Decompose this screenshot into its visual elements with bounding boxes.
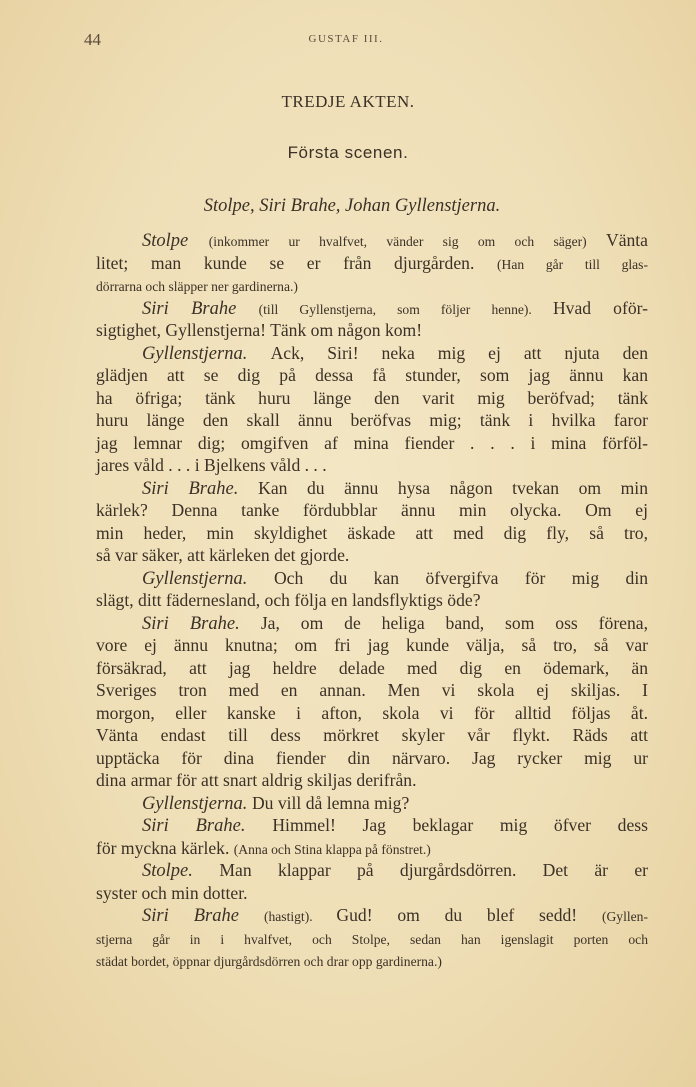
speaker-name: Stolpe [142, 231, 209, 251]
stage-direction: städat bordet, öppnar djurgårdsdörren och drar opp gardinerna.) [96, 954, 442, 969]
dialogue-text: Och du kan öfvergifva för mig din [273, 567, 648, 588]
dialogue-text: Vänta [605, 230, 648, 250]
text-line [96, 454, 648, 477]
speaker-name: Siri Brahe. [142, 816, 273, 836]
dialogue-text: Himmel! Jag beklagar mig öfver dess [272, 815, 648, 835]
speaker-name: Siri Brahe. [142, 613, 261, 634]
text-line [96, 747, 648, 770]
text-line [96, 904, 648, 927]
dialogue-text: sigtighet, Gyllenstjerna! Tänk om någon kom! [96, 320, 423, 340]
speaker-name: Siri Brahe. [142, 478, 259, 499]
dialogue-text: Kan du ännu hysa någon tvekan om min [258, 477, 648, 498]
stage-direction: (Anna och Stina klappa på fönstret.) [233, 841, 431, 857]
text-line [96, 792, 648, 815]
speaker-name: Stolpe. [142, 861, 220, 881]
text-line [96, 882, 648, 905]
text-line [96, 634, 648, 657]
dialogue-text: vore ej ännu knutna; om fri jag kunde välja, så tro, så var [96, 635, 648, 655]
dialogue-text: slägt, ditt fädernesland, och följa en landsflyktigs öde? [96, 590, 481, 610]
dialogue-text: upptäcka för dina fiender din närvaro. Jag rycker mig ur [96, 747, 648, 768]
speaker-name: Gyllenstjerna. [142, 568, 274, 589]
dialogue-text: Sveriges tron med en annan. Men vi skola ej skiljas. I [96, 680, 648, 700]
stage-direction: (Han går till glas- [497, 256, 648, 272]
text-line [96, 319, 648, 342]
text-line [96, 544, 648, 567]
text-line [96, 589, 648, 612]
text-line [96, 612, 648, 635]
dialogue-text: så var säker, att kärleken det gjorde. [96, 545, 350, 565]
text-line [96, 297, 648, 320]
text-line [96, 364, 648, 387]
stage-direction: (hastigt). [263, 909, 337, 924]
dialogue-text: Hvad oför- [552, 297, 648, 318]
text-line [96, 567, 648, 590]
dialogue-text: glädjen att se dig på dessa få stunder, som jag ännu kan [96, 365, 648, 385]
stage-direction: (till Gyllenstjerna, som följer henne). [258, 301, 553, 317]
dialogue-text: dina armar för att snart aldrig skiljas derifrån. [96, 770, 417, 790]
dialogue-text: Vänta endast till dess mörkret skyler vår flykt. Räds att [96, 725, 648, 745]
dialogue-text: försäkrad, att jag heldre delade med dig en ödemark, än [96, 657, 648, 678]
dialogue-text: jares våld . . . i Bjelkens våld . . . [96, 455, 327, 475]
dialogue-text: min heder, min skyldighet äskade att med dig fly, så tro, [96, 522, 648, 543]
dialogue-text: Ack, Siri! neka mig ej att njuta den [270, 342, 648, 363]
dialogue-text: ha öfriga; tänk huru länge den varit mig beröfvad; tänk [96, 387, 648, 408]
running-header [84, 30, 648, 50]
text-line [96, 274, 648, 297]
dialogue-text: för myckna kärlek. [96, 837, 234, 858]
play-text [96, 229, 648, 972]
text-line [96, 387, 648, 410]
text-line [96, 679, 648, 702]
dialogue-text: morgon, eller kanske i afton, skola vi för alltid följas åt. [96, 702, 648, 723]
stage-direction: (Gyllen- [601, 909, 648, 924]
text-line [96, 477, 648, 500]
dialogue-text: Du vill då lemna mig? [251, 792, 410, 813]
dialogue-text: kärlek? Denna tanke fördubblar ännu min olycka. Om ej [96, 500, 648, 520]
text-line [96, 769, 648, 792]
speaker-name: Siri Brahe [142, 906, 264, 926]
text-line [96, 837, 648, 860]
text-line [96, 522, 648, 545]
text-line [96, 252, 648, 275]
text-line [96, 342, 648, 365]
stage-direction: dörrarna och släpper ner gardinerna.) [96, 279, 298, 294]
speaker-name: Gyllenstjerna. [142, 793, 252, 814]
act-title: TREDJE AKTEN. [281, 92, 415, 111]
text-line [96, 949, 648, 972]
dialogue-text: litet; man kunde se er från djurgården. [96, 252, 497, 273]
page-number: 44 [84, 30, 101, 49]
stage-direction: (inkommer ur hvalfvet, vänder sig om och säger) [208, 234, 606, 249]
text-line [96, 702, 648, 725]
dialogue-text: jag lemnar dig; omgifven af mina fiender . . . i mina förföl- [96, 432, 648, 453]
dialogue-text: syster och min dotter. [96, 882, 248, 903]
dialogue-text: huru länge den skall ännu beröfvas mig; tänk i hvilka faror [96, 410, 648, 430]
dialogue-text: Man klappar på djurgårdsdörren. Det är er [219, 860, 649, 880]
text-line [96, 499, 648, 522]
text-line [96, 432, 648, 455]
dialogue-text: Gud! om du blef sedd! [336, 905, 602, 925]
stage-direction: stjerna går in i hvalfvet, och Stolpe, sedan han igenslagit porten och [96, 931, 648, 947]
text-line [96, 724, 648, 747]
speaker-name: Gyllenstjerna. [142, 343, 271, 364]
scene-title: Första scenen. [287, 143, 409, 162]
text-line [96, 657, 648, 680]
text-line [96, 229, 648, 252]
cast-list: Stolpe, Siri Brahe, Johan Gyllenstjerna. [203, 196, 501, 216]
text-line [96, 409, 648, 432]
running-title: GUSTAF III. [308, 33, 384, 45]
text-line [96, 814, 648, 837]
speaker-name: Siri Brahe [142, 298, 259, 319]
dialogue-text: Ja, om de heliga band, som oss förena, [260, 612, 648, 633]
text-line [96, 927, 648, 950]
text-line [96, 859, 648, 882]
